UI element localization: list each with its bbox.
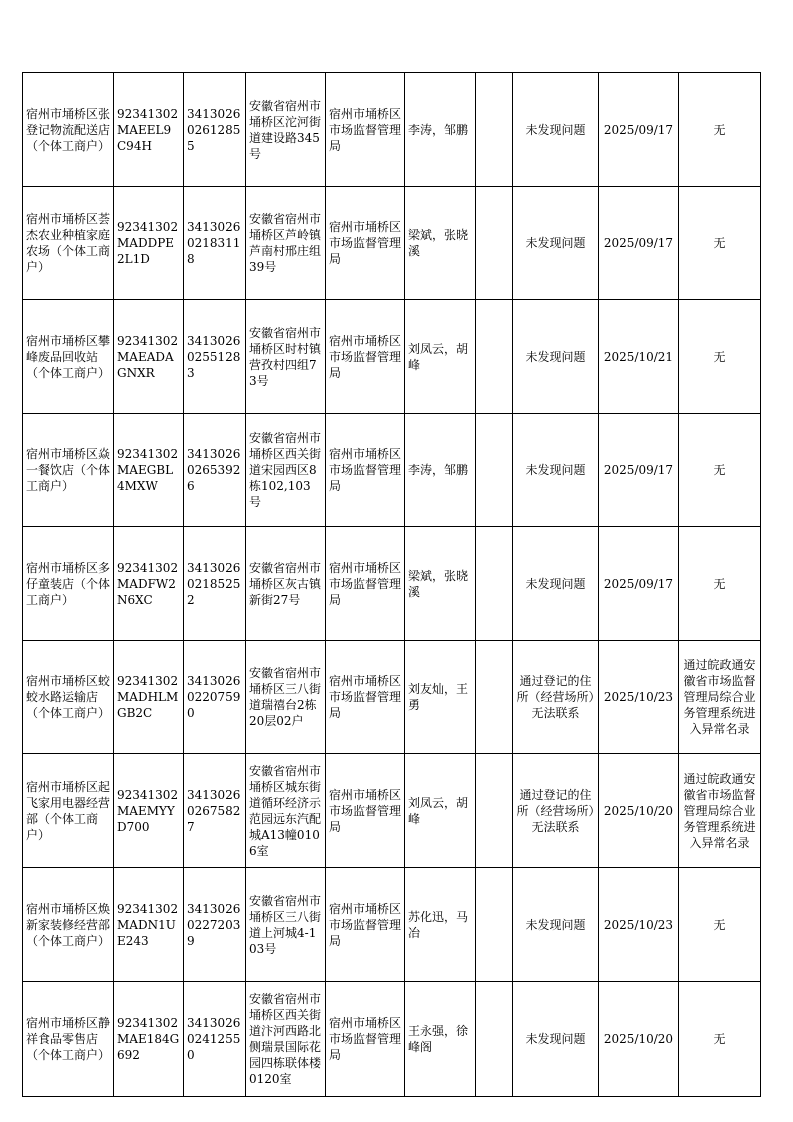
credit-code-cell: 92341302MAE184G692 [114, 982, 184, 1097]
inspection-date-cell: 2025/09/17 [599, 187, 679, 300]
authority-cell: 宿州市埇桥区市场监督管理局 [326, 414, 405, 527]
authority-cell: 宿州市埇桥区市场监督管理局 [326, 754, 405, 868]
inspection-date-cell: 2025/10/20 [599, 982, 679, 1097]
address-cell: 安徽省宿州市埇桥区西关街道宋园西区8栋102,103号 [246, 414, 326, 527]
inspection-result-cell: 未发现问题 [513, 868, 599, 982]
table-row [23, 73, 761, 187]
table-row [23, 982, 761, 1097]
inspection-date-cell: 2025/10/23 [599, 641, 679, 754]
inspection-result-cell: 通过登记的住所（经营场所）无法联系 [513, 754, 599, 868]
inspection-date-cell: 2025/10/21 [599, 300, 679, 414]
business-name-cell: 宿州市埇桥区起飞家用电器经营部（个体工商户） [23, 754, 114, 868]
action-cell: 无 [679, 982, 761, 1097]
registration-number-cell: 341302602412550 [184, 982, 246, 1097]
table-row [23, 754, 761, 868]
registration-number-cell: 341302602653926 [184, 414, 246, 527]
blank-cell [476, 414, 513, 527]
action-cell: 无 [679, 527, 761, 641]
business-name-cell: 宿州市埇桥区荟杰农业种植家庭农场（个体工商户） [23, 187, 114, 300]
registration-number-cell: 341302602675827 [184, 754, 246, 868]
credit-code-cell: 92341302MADFW2N6XC [114, 527, 184, 641]
inspection-result-cell: 未发现问题 [513, 300, 599, 414]
authority-cell: 宿州市埇桥区市场监督管理局 [326, 73, 405, 187]
blank-cell [476, 300, 513, 414]
authority-cell: 宿州市埇桥区市场监督管理局 [326, 868, 405, 982]
business-name-cell: 宿州市埇桥区静祥食品零售店（个体工商户） [23, 982, 114, 1097]
table-row [23, 641, 761, 754]
inspection-result-cell: 未发现问题 [513, 187, 599, 300]
inspection-date-cell: 2025/09/17 [599, 73, 679, 187]
inspectors-cell: 刘友灿，王勇 [405, 641, 476, 754]
authority-cell: 宿州市埇桥区市场监督管理局 [326, 527, 405, 641]
business-name-cell: 宿州市埇桥区张登记物流配送店（个体工商户） [23, 73, 114, 187]
blank-cell [476, 527, 513, 641]
credit-code-cell: 92341302MAEMYYD700 [114, 754, 184, 868]
credit-code-cell: 92341302MAEADAGNXR [114, 300, 184, 414]
action-cell: 无 [679, 868, 761, 982]
inspectors-cell: 梁斌，张晓溪 [405, 187, 476, 300]
credit-code-cell: 92341302MADDPE2L1D [114, 187, 184, 300]
registration-number-cell: 341302602183118 [184, 187, 246, 300]
inspection-date-cell: 2025/10/23 [599, 868, 679, 982]
inspectors-cell: 梁斌，张晓溪 [405, 527, 476, 641]
inspectors-cell: 刘凤云，胡峰 [405, 300, 476, 414]
address-cell: 安徽省宿州市埇桥区三八街道瑞禧台2栋20层02户 [246, 641, 326, 754]
blank-cell [476, 187, 513, 300]
inspection-result-cell: 未发现问题 [513, 982, 599, 1097]
business-name-cell: 宿州市埇桥区攀峰废品回收站（个体工商户） [23, 300, 114, 414]
table-row [23, 300, 761, 414]
address-cell: 安徽省宿州市埇桥区城东街道循环经济示范园远东汽配城A13幢0106室 [246, 754, 326, 868]
blank-cell [476, 641, 513, 754]
inspectors-cell: 王永强，徐峰阁 [405, 982, 476, 1097]
address-cell: 安徽省宿州市埇桥区沱河街道建设路345号 [246, 73, 326, 187]
business-name-cell: 宿州市埇桥区焱一餐饮店（个体工商户） [23, 414, 114, 527]
inspection-result-cell: 未发现问题 [513, 527, 599, 641]
registration-number-cell: 341302602551283 [184, 300, 246, 414]
address-cell: 安徽省宿州市埇桥区灰古镇新街27号 [246, 527, 326, 641]
action-cell: 无 [679, 300, 761, 414]
inspectors-cell: 李涛，邹鹏 [405, 414, 476, 527]
inspection-date-cell: 2025/09/17 [599, 527, 679, 641]
inspectors-cell: 李涛，邹鹏 [405, 73, 476, 187]
address-cell: 安徽省宿州市埇桥区芦岭镇芦南村邢庄组39号 [246, 187, 326, 300]
blank-cell [476, 868, 513, 982]
authority-cell: 宿州市埇桥区市场监督管理局 [326, 641, 405, 754]
inspection-result-cell: 未发现问题 [513, 73, 599, 187]
action-cell: 通过皖政通安徽省市场监督管理局综合业务管理系统进入异常名录 [679, 641, 761, 754]
action-cell: 无 [679, 414, 761, 527]
inspection-table [22, 72, 761, 1097]
credit-code-cell: 92341302MAEEL9C94H [114, 73, 184, 187]
address-cell: 安徽省宿州市埇桥区三八街道上河城4-103号 [246, 868, 326, 982]
table-row [23, 868, 761, 982]
table-row [23, 414, 761, 527]
credit-code-cell: 92341302MADHLMGB2C [114, 641, 184, 754]
inspectors-cell: 刘凤云，胡峰 [405, 754, 476, 868]
inspectors-cell: 苏化迅，马冶 [405, 868, 476, 982]
address-cell: 安徽省宿州市埇桥区时村镇营孜村四组73号 [246, 300, 326, 414]
registration-number-cell: 341302602185252 [184, 527, 246, 641]
business-name-cell: 宿州市埇桥区多仔童装店（个体工商户） [23, 527, 114, 641]
authority-cell: 宿州市埇桥区市场监督管理局 [326, 300, 405, 414]
inspection-date-cell: 2025/09/17 [599, 414, 679, 527]
credit-code-cell: 92341302MAEGBL4MXW [114, 414, 184, 527]
registration-number-cell: 341302602207590 [184, 641, 246, 754]
blank-cell [476, 982, 513, 1097]
blank-cell [476, 754, 513, 868]
registration-number-cell: 341302602272039 [184, 868, 246, 982]
action-cell: 通过皖政通安徽省市场监督管理局综合业务管理系统进入异常名录 [679, 754, 761, 868]
business-name-cell: 宿州市埇桥区焕新家装修经营部（个体工商户） [23, 868, 114, 982]
table-row [23, 187, 761, 300]
business-name-cell: 宿州市埇桥区蛟蛟水路运输店（个体工商户） [23, 641, 114, 754]
inspection-result-cell: 未发现问题 [513, 414, 599, 527]
inspection-result-cell: 通过登记的住所（经营场所）无法联系 [513, 641, 599, 754]
action-cell: 无 [679, 73, 761, 187]
credit-code-cell: 92341302MADN1UE243 [114, 868, 184, 982]
inspection-date-cell: 2025/10/20 [599, 754, 679, 868]
address-cell: 安徽省宿州市埇桥区西关街道汴河西路北侧瑞景国际花园四栋联体楼0120室 [246, 982, 326, 1097]
registration-number-cell: 341302602612855 [184, 73, 246, 187]
authority-cell: 宿州市埇桥区市场监督管理局 [326, 187, 405, 300]
authority-cell: 宿州市埇桥区市场监督管理局 [326, 982, 405, 1097]
blank-cell [476, 73, 513, 187]
action-cell: 无 [679, 187, 761, 300]
table-row [23, 527, 761, 641]
